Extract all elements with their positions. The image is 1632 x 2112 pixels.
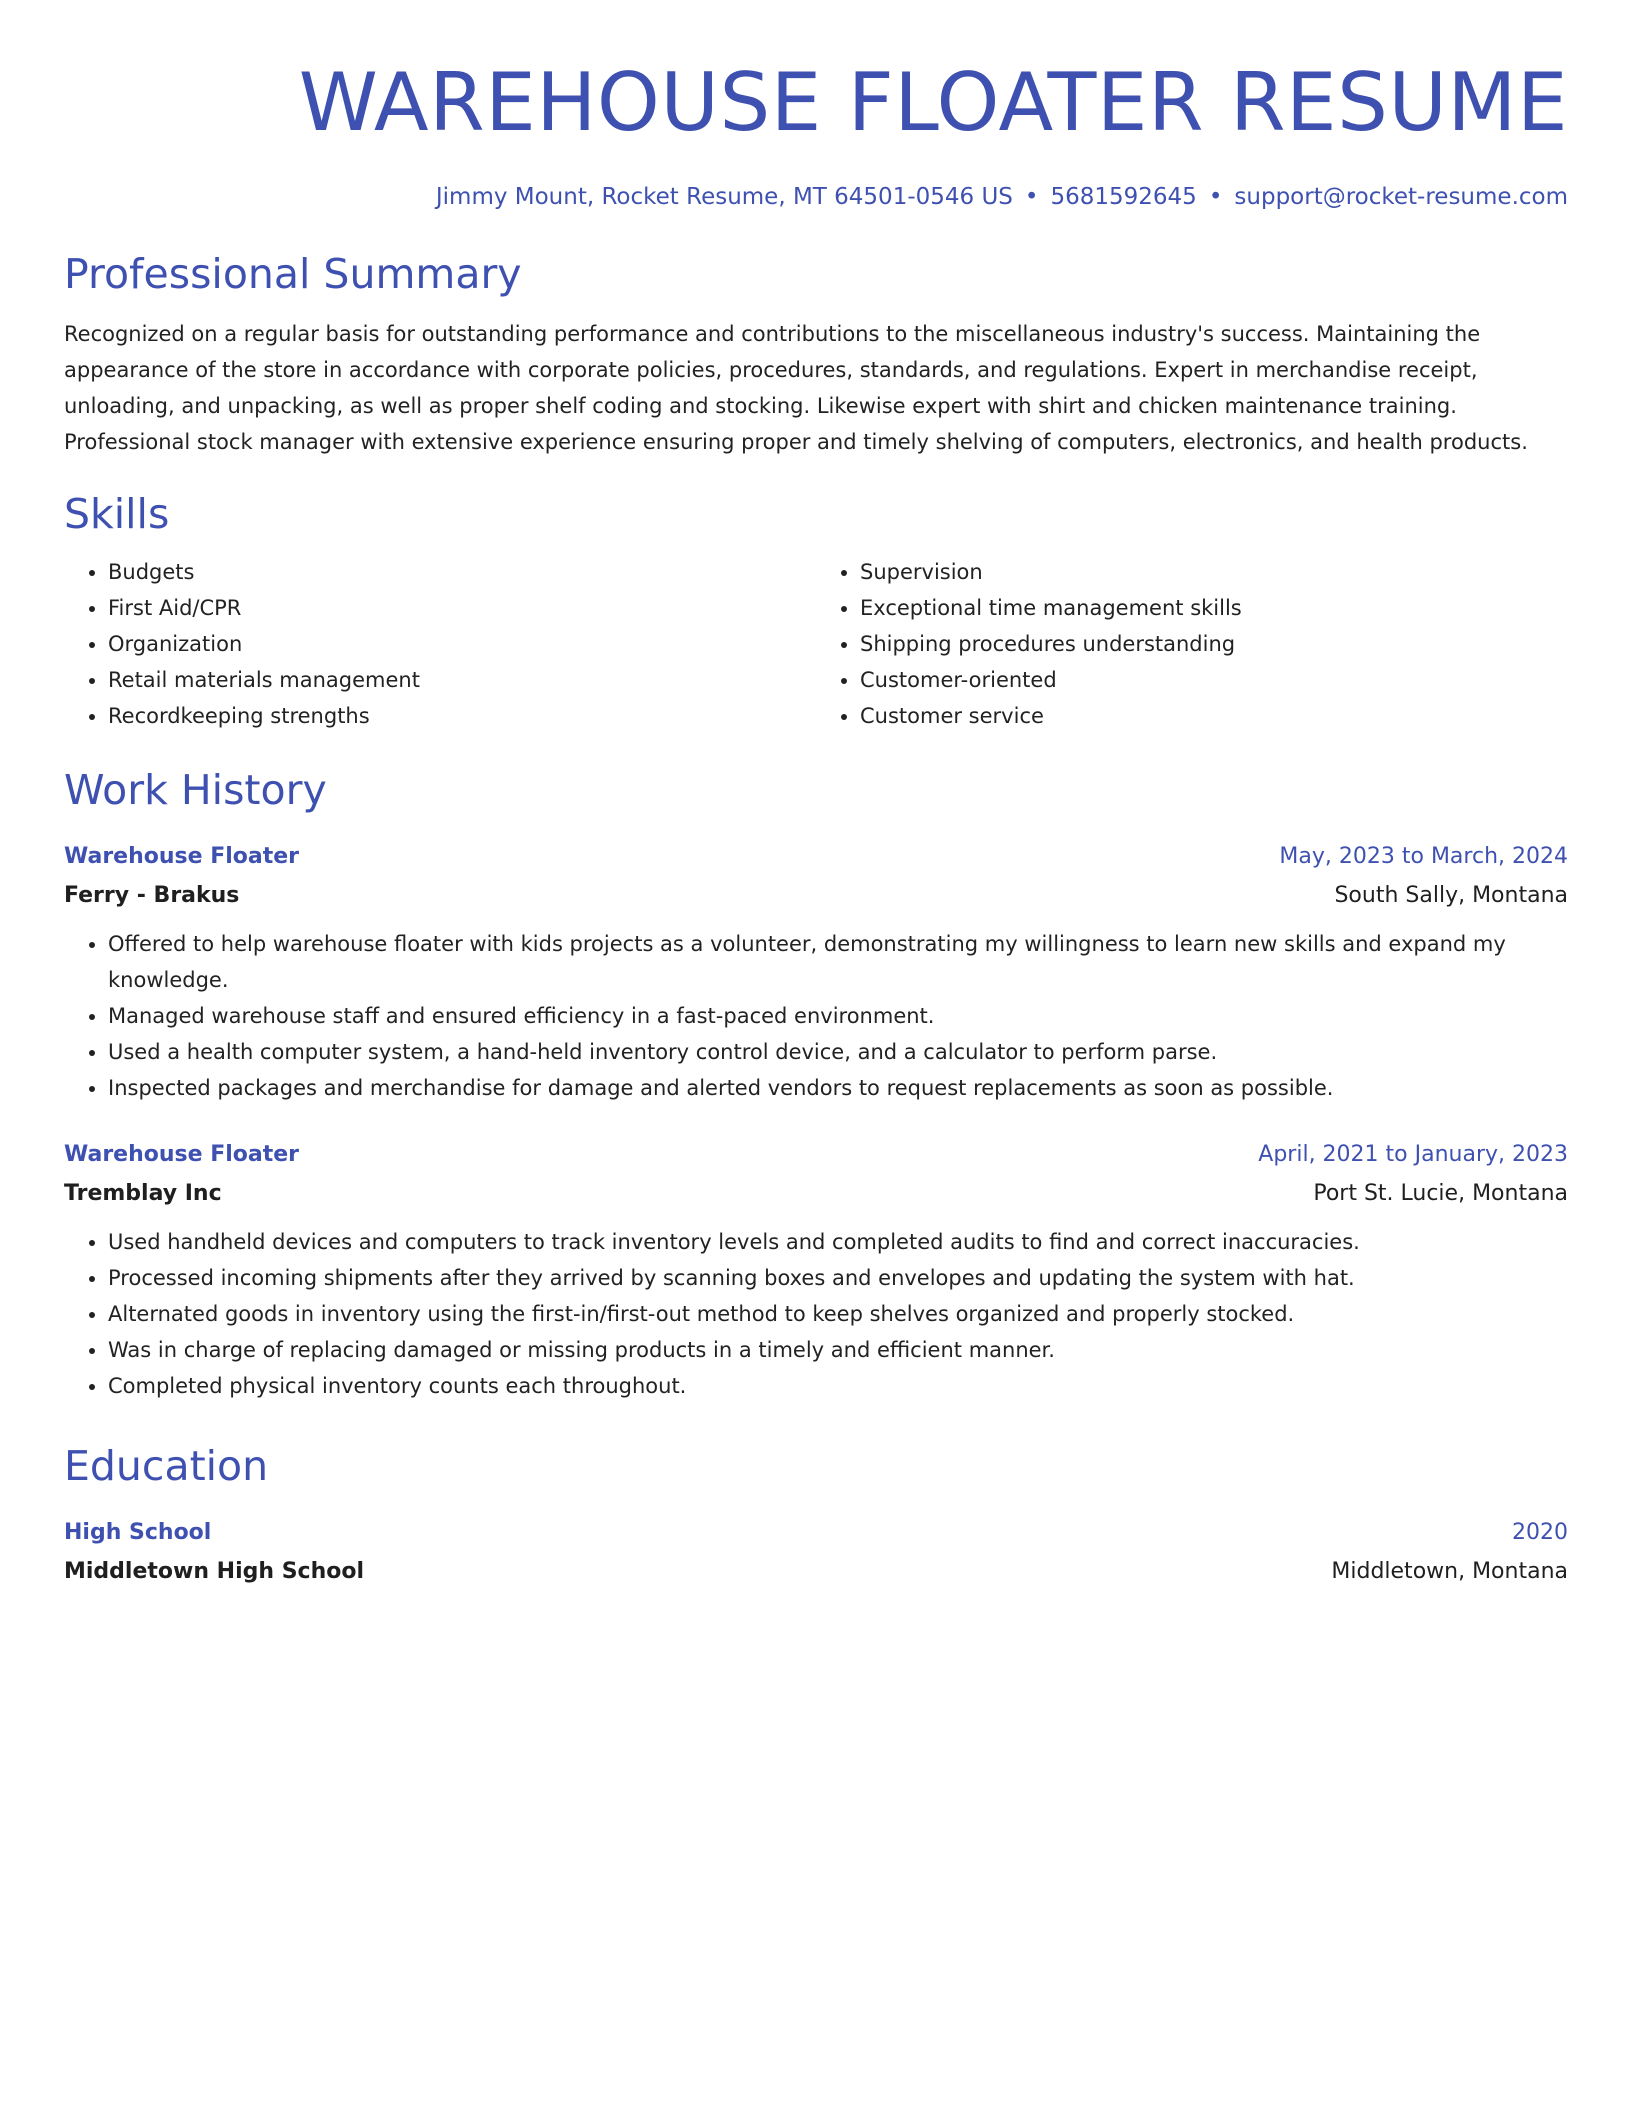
skill-item: • Shipping procedures understanding xyxy=(860,626,1568,662)
contact-email: support@rocket-resume.com xyxy=(1234,184,1568,210)
job-location: Port St. Lucie, Montana xyxy=(1313,1181,1568,1206)
job-duty: • Used handheld devices and computers to track inventory levels and completed audits to find and correct inaccuracies. xyxy=(108,1224,1568,1260)
job-header-row xyxy=(64,1136,1568,1174)
education-year: 2020 xyxy=(1512,1520,1568,1545)
skills-grid xyxy=(64,554,1568,734)
education-school: Middletown High School xyxy=(64,1559,365,1584)
contact-line xyxy=(64,180,1568,214)
summary-heading: Professional Summary xyxy=(64,250,522,298)
education-location: Middletown, Montana xyxy=(1331,1559,1568,1584)
job-location: South Sally, Montana xyxy=(1334,883,1568,908)
job-duty: • Completed physical inventory counts each throughout. xyxy=(108,1368,1568,1404)
job-duty: • Offered to help warehouse floater with kids projects as a volunteer, demonstrating my willingness to learn new skills and expand my knowledge. xyxy=(108,926,1568,998)
job-duty: • Managed warehouse staff and ensured efficiency in a fast-paced environment. xyxy=(108,998,1568,1034)
job-duty: • Alternated goods in inventory using the first-in/first-out method to keep shelves organized and properly stocked. xyxy=(108,1296,1568,1332)
job-duty: • Was in charge of replacing damaged or missing products in a timely and efficient manner. xyxy=(108,1332,1568,1368)
job-employer: Tremblay Inc xyxy=(64,1181,222,1206)
summary-text: Recognized on a regular basis for outstanding performance and contributions to the miscellaneous industry's success. Maintaining the appearance of the store in accordance with corporate policies, procedures, standards, and regulations. Expert in merchandise receipt, unloading, and unpacking, as well as proper shelf coding and stocking. Likewise expert with shirt and chicken maintenance training. Professional stock manager with extensive experience ensuring proper and timely shelving of computers, electronics, and health products. xyxy=(64,322,1528,454)
job-title: Warehouse Floater xyxy=(64,844,300,869)
skills-column-right xyxy=(816,554,1568,734)
job-duties-list xyxy=(64,1224,1568,1404)
skill-item: • Organization xyxy=(108,626,816,662)
contact-address: Jimmy Mount, Rocket Resume, MT 64501-0546 US xyxy=(435,184,1013,210)
skill-item: • First Aid/CPR xyxy=(108,590,816,626)
job-employer-row xyxy=(64,876,1568,916)
job-entry xyxy=(64,1136,1568,1404)
contact-phone: 5681592645 xyxy=(1050,184,1197,210)
skill-item: • Retail materials management xyxy=(108,662,816,698)
resume-title: WAREHOUSE FLOATER RESUME xyxy=(298,56,1568,149)
skills-list-right xyxy=(816,554,1568,734)
skills-column-left xyxy=(64,554,816,734)
job-duty: • Inspected packages and merchandise for damage and alerted vendors to request replacements as soon as possible. xyxy=(108,1070,1568,1106)
job-title: Warehouse Floater xyxy=(64,1142,300,1167)
skill-item: • Recordkeeping strengths xyxy=(108,698,816,734)
resume-header xyxy=(64,48,1568,214)
education-school-row xyxy=(64,1552,1568,1592)
job-duty: • Processed incoming shipments after they arrived by scanning boxes and envelopes and updating the system with hat. xyxy=(108,1260,1568,1296)
skill-item: • Exceptional time management skills xyxy=(860,590,1568,626)
job-duty: • Used a health computer system, a hand-held inventory control device, and a calculator to perform parse. xyxy=(108,1034,1568,1070)
skill-item: • Customer service xyxy=(860,698,1568,734)
education-heading: Education xyxy=(64,1442,269,1490)
skills-list-left xyxy=(64,554,816,734)
education-degree: High School xyxy=(64,1520,212,1545)
skill-item: • Customer-oriented xyxy=(860,662,1568,698)
skills-heading: Skills xyxy=(64,490,170,538)
job-duties-list xyxy=(64,926,1568,1106)
work-history-heading: Work History xyxy=(64,766,327,814)
job-employer-row xyxy=(64,1174,1568,1214)
education-entry xyxy=(64,1514,1568,1592)
education-header-row xyxy=(64,1514,1568,1552)
job-dates: April, 2021 to January, 2023 xyxy=(1258,1142,1568,1167)
job-employer: Ferry - Brakus xyxy=(64,883,240,908)
skill-item: • Supervision xyxy=(860,554,1568,590)
job-dates: May, 2023 to March, 2024 xyxy=(1279,844,1568,869)
job-entry xyxy=(64,838,1568,1106)
separator-dot: • xyxy=(1208,184,1223,210)
separator-dot: • xyxy=(1024,184,1039,210)
skill-item: • Budgets xyxy=(108,554,816,590)
job-header-row xyxy=(64,838,1568,876)
